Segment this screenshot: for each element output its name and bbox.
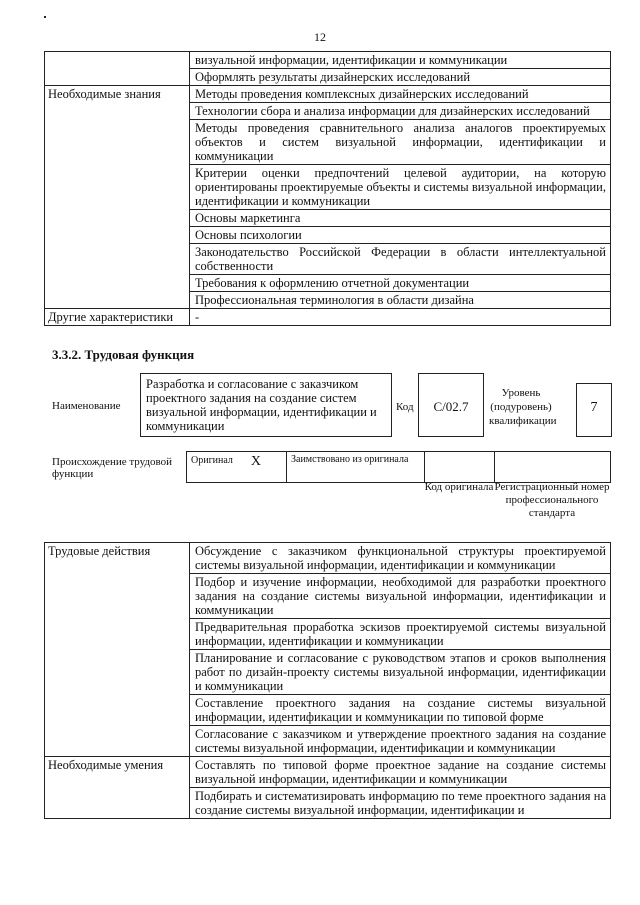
row-value: Основы маркетинга (190, 210, 611, 227)
table-row (45, 543, 611, 574)
level-value: 7 (590, 400, 598, 415)
original-cell (187, 452, 287, 483)
row-label (45, 52, 190, 86)
row-value: Составлять по типовой форме проектное задание на создание системы визуальной информации, идентификации и коммуникации (190, 757, 611, 788)
table-row (45, 309, 611, 326)
page-number: 12 (314, 30, 326, 44)
table-row (45, 86, 611, 103)
row-value: Методы проведения сравнительного анализа аналогов проектируемых объектов и систем визуальной информации, идентификации и коммуникации (190, 120, 611, 165)
reg-number-label: Регистрационный номер профессионального стандарта (494, 481, 610, 519)
row-value: Основы психологии (190, 227, 611, 244)
row-label-actions: Трудовые действия (45, 543, 190, 757)
table-row (45, 757, 611, 788)
original-label: Оригинал (191, 455, 233, 466)
row-value: Профессиональная терминология в области дизайна (190, 292, 611, 309)
origin-table (186, 451, 611, 483)
code-value: C/02.7 (433, 399, 469, 414)
row-label-other: Другие характеристики (45, 309, 190, 326)
name-value: Разработка и согласование с заказчиком проектного задания на создание систем визуальной информации, идентификации и коммуникации (146, 377, 377, 433)
row-value: Подбирать и систематизировать информацию по теме проектного задания на создание системы визуальной информации, идентификации и (190, 788, 611, 819)
code-label: Код (396, 401, 414, 413)
row-value: Требования к оформлению отчетной документации (190, 275, 611, 292)
table-row (187, 452, 611, 483)
level-label: Уровень (подуровень) квалификации (489, 387, 557, 427)
table-row (45, 52, 611, 69)
row-value: Методы проведения комплексных дизайнерских исследований (190, 86, 611, 103)
name-label: Наименование (52, 400, 121, 412)
row-label-skills: Необходимые умения (45, 757, 190, 819)
row-label-knowledge: Необходимые знания (45, 86, 190, 309)
section-title: 3.3.2. Трудовая функция (52, 347, 195, 362)
scan-dot (44, 16, 46, 18)
row-value: Предварительная проработка эскизов проектируемой системы визуальной информации, идентификации и коммуникации (190, 619, 611, 650)
knowledge-table (44, 51, 611, 326)
row-value: Обсуждение с заказчиком функциональной структуры проектируемой системы визуальной информации, идентификации и коммуникации (190, 543, 611, 574)
borrowed-label: Заимствовано из оригинала (287, 452, 425, 483)
code-original-cell (425, 452, 495, 483)
code-box (418, 373, 484, 437)
name-box (140, 373, 392, 437)
reg-number-cell (495, 452, 611, 483)
row-value: Оформлять результаты дизайнерских исследований (190, 69, 611, 86)
row-value: визуальной информации, идентификации и коммуникации (190, 52, 611, 69)
origin-label: Происхождение трудовой функции (52, 456, 173, 480)
code-original-label: Код оригинала (424, 481, 494, 493)
row-value: Технологии сбора и анализа информации для дизайнерских исследований (190, 103, 611, 120)
row-value: Подбор и изучение информации, необходимой для разработки проектного задания на создание системы визуальной информации, идентификации и коммуникации (190, 574, 611, 619)
row-value: Планирование и согласование с руководством этапов и сроков выполнения работ по дизайн-проекту системы визуальной информации, идентификации и коммуникации (190, 650, 611, 695)
row-value: Критерии оценки предпочтений целевой аудитории, на которую ориентированы проектируемые объекты и системы визуальной информации, идентификации и коммуникации (190, 165, 611, 210)
row-value: - (190, 309, 611, 326)
original-mark: X (250, 454, 262, 469)
actions-table (44, 542, 611, 819)
row-value: Законодательство Российской Федерации в области интеллектуальной собственности (190, 244, 611, 275)
level-box (576, 383, 612, 437)
row-value: Составление проектного задания на создание системы визуальной информации, идентификации и коммуникации по типовой форме (190, 695, 611, 726)
row-value: Согласование с заказчиком и утверждение проектного задания на создание системы визуальной информации, идентификации и коммуникации (190, 726, 611, 757)
